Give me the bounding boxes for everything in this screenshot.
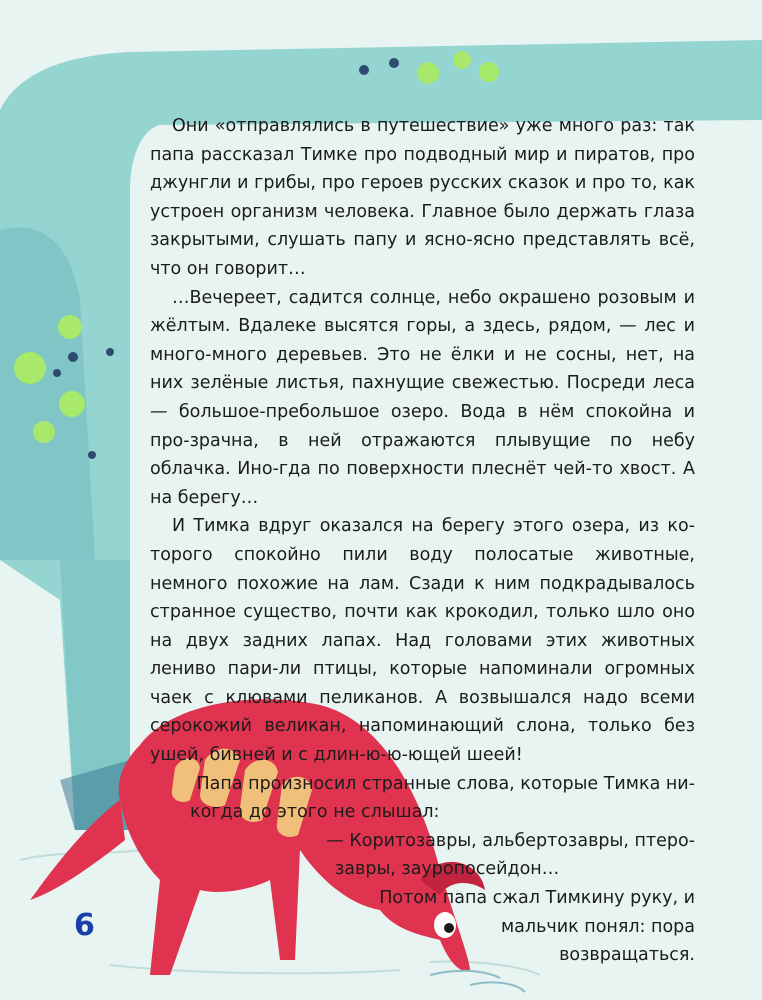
closing-line-2: когда до этого не слышал:: [190, 802, 440, 823]
closing-lines: [150, 770, 695, 970]
closing-line-3: — Коритозавры, альбертозавры, птеро-: [326, 830, 695, 851]
story-text: [150, 112, 695, 970]
closing-line-4: завры, зауропосейдон…: [335, 859, 560, 880]
closing-line-5: Потом папа сжал Тимкину руку, и: [379, 888, 695, 909]
page-number: 6: [74, 908, 95, 943]
paragraph-2: …Вечереет, садится солнце, небо окрашено розовым и жёлтым. Вдалеке высятся горы, а здесь, рядом, — лес и много-много деревьев. Это не ёлки и не сосны, нет, на них зелёные листья, пахнущие свежестью. Посреди леса — большое-пребольшое озеро. Вода в нём спокойна и про-зрачна, в ней отражаются плывущие по небу облачка. Ино-гда по поверхности плеснёт чей-то хвост. А на берегу…: [150, 287, 695, 508]
paragraph-1: Они «отправлялись в путешествие» уже много раз: так папа рассказал Тимке про подводный мир и пиратов, про джунгли и грибы, про героев русских сказок и про то, как устроен организм человека. Главное было держать глаза закрытыми, слушать папу и ясно-ясно представлять всё, что он говорит…: [150, 116, 695, 279]
closing-line-1: Папа произносил странные слова, которые Тимка ни-: [196, 773, 695, 794]
closing-line-6: мальчик понял: пора возвращаться.: [500, 916, 695, 966]
paragraph-3: И Тимка вдруг оказался на берегу этого озера, из ко-торого спокойно пили воду полосатые животные, немного похожие на лам. Сзади к ним подкрадывалось странное существо, почти как крокодил, только шло оно на двух задних лапах. Над головами этих животных лениво пари-ли птицы, которые напоминали огромных чаек с клювами пеликанов. А возвышался надо всеми серокожий великан, напоминающий слона, только без ушей, бивней и с длин-ю-ю-ющей шеей!: [150, 516, 695, 766]
